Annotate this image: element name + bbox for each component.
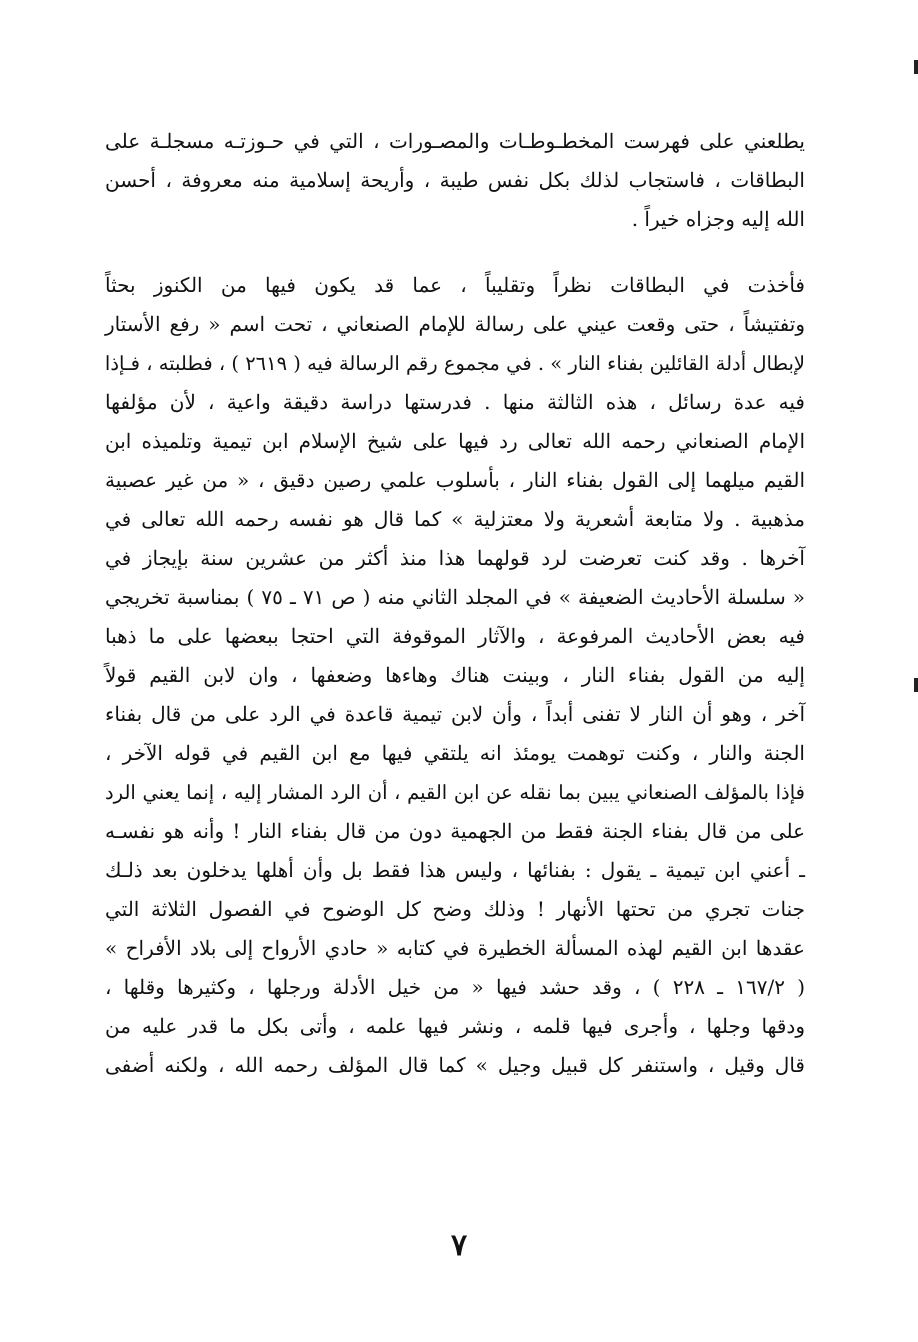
text-line: فإذا بالمؤلف الصنعاني يبين بما نقله عن ابن القيم ، أن الرد المشار إليه ، إنما يعني الرد: [105, 781, 805, 804]
paragraph-1: [105, 122, 805, 239]
scan-edge-mark: [914, 60, 918, 74]
text-line: عقدها ابن القيم لهذه المسألة الخطيرة في كتابه « حادي الأرواح إلى بلاد الأفراح »: [105, 936, 805, 960]
text-line: وتفتيشاً ، حتى وقعت عيني على رسالة للإمام الصنعاني ، تحت اسم « رفع الأستار: [105, 312, 805, 336]
text-line: فأخذت في البطاقات نظراً وتقليباً ، عما قد يكون فيها من الكنوز بحثاً: [105, 273, 805, 297]
text-line: « سلسلة الأحاديث الضعيفة » في المجلد الثاني منه ( ص ٧١ ـ ٧٥ ) بمناسبة تخريجي: [105, 585, 805, 609]
text-line: ( ١٦٧/٢ ـ ٢٢٨ ) ، وقد حشد فيها « من خيل الأدلة ورجلها ، وكثيرها وقلها ،: [105, 975, 805, 999]
text-line: آخر ، وهو أن النار لا تفنى أبداً ، وأن لابن تيمية قاعدة في الرد على من قال بفناء: [105, 702, 805, 726]
text-line: إليه من القول بفناء النار ، وبينت هناك وهاءها وضعفها ، وان لابن القيم قولاً: [105, 663, 805, 687]
text-line: يطلعني على فهرست المخطـوطـات والمصـورات ، التي في حـوزتـه مسجلـة على: [105, 129, 805, 153]
text-line: فيه عدة رسائل ، هذه الثالثة منها . فدرستها دراسة دقيقة واعية ، لأن مؤلفها: [105, 390, 805, 414]
paragraph-2: [105, 266, 805, 1085]
text-line: البطاقات ، فاستجاب لذلك بكل نفس طيبة ، وأريحة إسلامية منه معروفة ، أحسن: [105, 168, 805, 192]
text-line: جنات تجري من تحتها الأنهار ! وذلك وضح كل الوضوح في الفصول الثلاثة التي: [105, 897, 805, 921]
text-line: آخرها . وقد كنت تعرضت لرد قولهما هذا منذ أكثر من عشرين سنة بإيجاز في: [105, 546, 805, 570]
text-line: ودقها وجلها ، وأجرى فيها قلمه ، ونشر فيها علمه ، وأتى بكل ما قدر عليه من: [105, 1014, 805, 1038]
text-line: الإمام الصنعاني رحمه الله تعالى رد فيها على شيخ الإسلام ابن تيمية وتلميذه ابن: [105, 429, 805, 453]
text-line: الله إليه وجزاه خيراً .: [631, 207, 805, 231]
text-line: مذهبية . ولا متابعة أشعرية ولا معتزلية » كما قال هو نفسه رحمه الله تعالى في: [105, 507, 805, 531]
text-line: فيه بعض الأحاديث المرفوعة ، والآثار الموقوفة التي احتجا ببعضها على ما ذهبا: [105, 624, 805, 648]
text-line: ـ أعني ابن تيمية ـ يقول : بفنائها ، وليس هذا فقط بل وأن أهلها يدخلون بعد ذلـك: [105, 858, 805, 882]
page-number: ٧: [450, 1228, 468, 1263]
text-line: على من قال بفناء الجنة فقط من الجهمية دون من قال بفناء النار ! وأنه هو نفسـه: [105, 819, 805, 843]
text-line: لإبطال أدلة القائلين بفناء النار » . في مجموع رقم الرسالة فيه ( ٢٦١٩ ) ، فطلبته ، فـإذا: [104, 352, 805, 375]
scan-edge-mark: [914, 678, 918, 692]
text-line: الجنة والنار ، وكنت توهمت يومئذ انه يلتقي فيها مع ابن القيم في قوله الآخر ،: [105, 741, 805, 765]
text-line: القيم ميلهما إلى القول بفناء النار ، بأسلوب علمي رصين دقيق ، « من غير عصبية: [105, 468, 805, 492]
text-line: قال وقيل ، واستنفر كل قبيل وجيل » كما قال المؤلف رحمه الله ، ولكنه أضفى: [105, 1053, 805, 1077]
